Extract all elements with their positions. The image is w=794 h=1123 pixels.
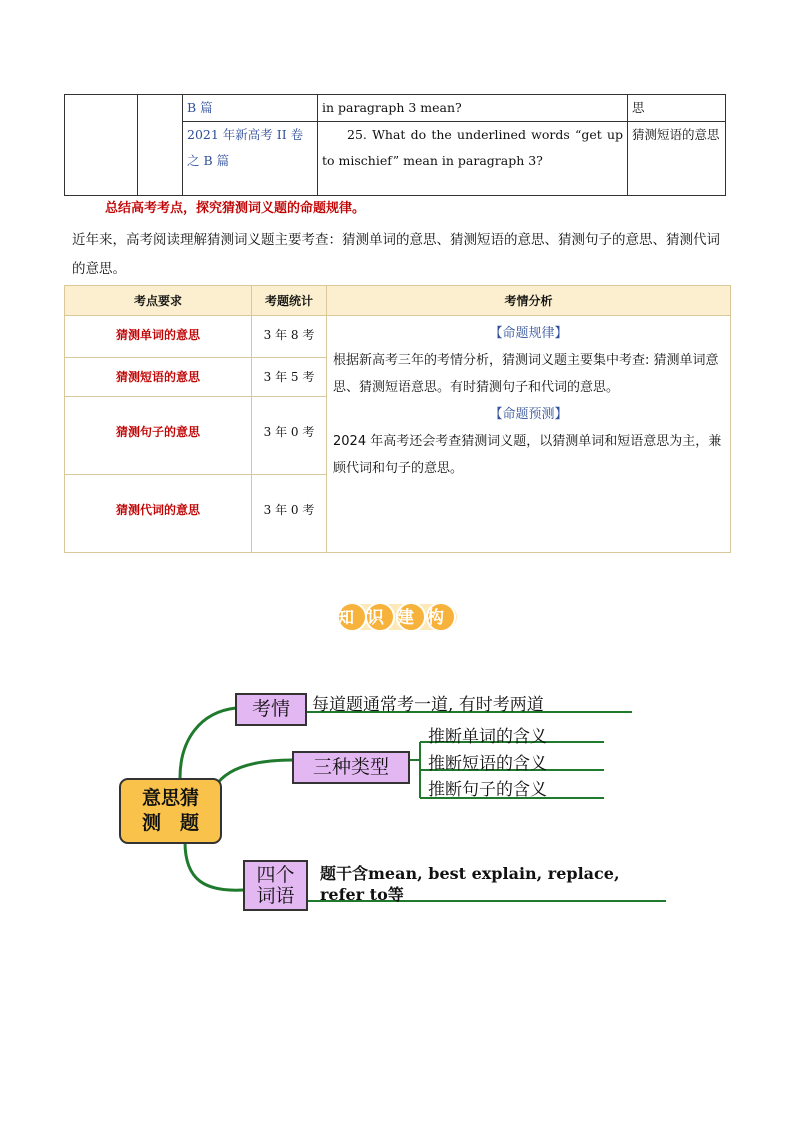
banner-text: 知识建构 [337,608,457,628]
summary-heading: 总结高考考点，探究猜测词义题的命题规律。 [105,201,366,216]
branch-words [185,842,243,890]
type-item: 推断单词的含义 [428,727,547,747]
forecast-heading: 【命题预测】 [489,407,568,422]
words-text-line1: 题干含mean, best explain, replace, [320,864,620,883]
requirement-cell: 猜测单词的意思 [65,316,252,358]
type-item: 推断短语的含义 [428,754,547,774]
stat-cell: 3 年 0 考 [252,397,327,475]
requirement-cell: 猜测短语的意思 [65,358,252,397]
type-item: 推断句子的含义 [428,780,547,800]
words-label-1: 四个 [256,863,295,886]
node-kaoqing: 考情 [235,693,307,726]
core-line-2: 测 题 [141,812,199,834]
stat-cell: 3 年 0 考 [252,475,327,553]
header-stat: 考题统计 [252,286,327,316]
source-cell: 2021 年新高考 II 卷之 B 篇 [183,122,318,196]
intro-paragraph: 近年来，高考阅读理解猜测词义题主要考查：猜测单词的意思、猜测短语的意思、猜测句子的意思、猜测代词的意思。 [72,232,720,277]
forecast-text: 2024 年高考还会考查猜测词义题，以猜测单词和短语意思为主，兼顾代词和句子的意思。 [333,434,722,476]
branch-types [215,760,293,787]
type-cell: 思 [628,95,726,122]
node-types: 三种类型 [292,751,410,784]
requirement-cell: 猜测句子的意思 [65,397,252,475]
kaoqing-text: 每道题通常考一道, 有时考两道 [312,695,544,715]
question-cell: 25. What do the underlined words “get up to mischief” mean in paragraph 3? [318,122,628,196]
node-words [243,860,308,911]
mindmap-core [119,778,222,844]
stat-cell: 3 年 5 考 [252,358,327,397]
words-text-line2: refer to等 [320,885,404,904]
header-requirement: 考点要求 [65,286,252,316]
question-cell: in paragraph 3 mean? [318,95,628,122]
source-cell: B 篇 [183,95,318,122]
rule-text: 根据新高考三年的考情分析，猜测词义题主要集中考查: 猜测单词意思、猜测短语意思。有时猜测句子和代词的意思。 [333,353,719,395]
core-line-1: 意思猜 [141,787,199,809]
requirement-cell: 猜测代词的意思 [65,475,252,553]
type-cell: 猜测短语的意思 [628,122,726,196]
header-analysis: 考情分析 [327,286,731,316]
branch-kaoqing [180,708,236,778]
rule-heading: 【命题规律】 [489,326,568,341]
words-label-2: 词语 [256,884,295,907]
stat-cell: 3 年 8 考 [252,316,327,358]
